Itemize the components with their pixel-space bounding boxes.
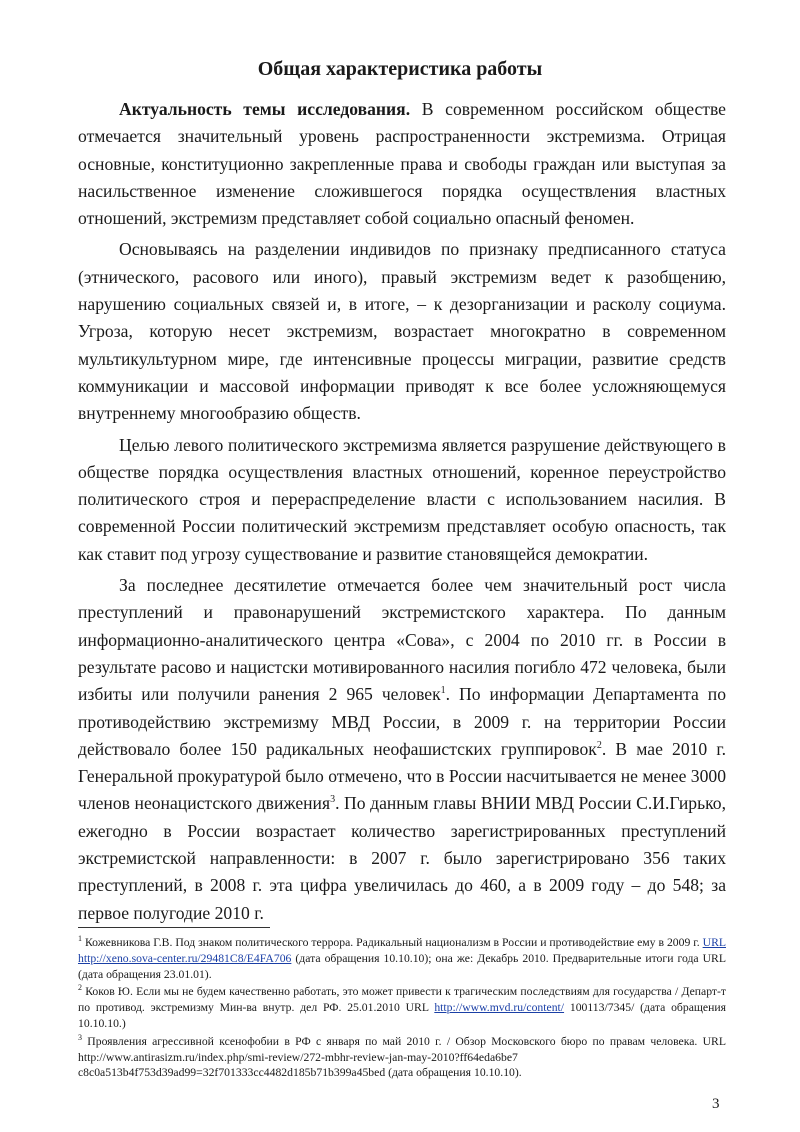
footnote-mark-1: 1 [78, 934, 82, 944]
footnote-2-link[interactable]: http://www.mvd.ru/content/ [434, 1001, 565, 1015]
page-title: Общая характеристика работы [257, 58, 543, 80]
footnote-ref-3[interactable]: 3 [330, 794, 336, 806]
footnote-mark-3: 3 [78, 1032, 82, 1042]
footnote-3 [78, 1034, 726, 1081]
footnote-1 [78, 935, 726, 982]
page-number: 3 [712, 1096, 720, 1112]
footnote-3-text: Проявления агрессивной ксенофобии в РФ с января по май 2010 г. / Обзор Московского бюро по правам человека. URL http://www.antirasizm.ru/index.php/smi-review/272-mbhr-review-jan-may-2010?ff64eda6be7 c8c0a513b4f753d39ad99=32f701333cc4482d185b71b399a45bed (дата обращения 10.10.10). [78, 1034, 726, 1080]
statistics-text-b: . По информации Департамента по противодействию экстремизму МВД России, в 2009 г. на территории России действовало более 150 радикальных неофашистских группировок [78, 684, 726, 759]
statistics-text-d: . По данным главы ВНИИ МВД России С.И.Гирько, ежегодно в России возрастает количество зарегистрированных преступлений экстремистской направленности: в 2007 г. было зарегистрировано 356 таких преступлений, в 2008 г. эта цифра увеличилась до 460, а в 2009 году – до 548; за первое полугодие 2010 г. [78, 793, 726, 923]
footnote-mark-2: 2 [78, 983, 82, 993]
footnote-ref-2[interactable]: 2 [596, 739, 602, 751]
footnote-1-text-b: (дата обращения 10.10.10); она же: Декабрь 2010. Предварительные итоги года URL (дата обращения 23.01.01). [78, 951, 726, 981]
paragraph-relevance [78, 96, 726, 232]
main-text [78, 96, 726, 927]
relevance-heading: Актуальность темы исследования. [119, 99, 411, 119]
statistics-text-c: . В мае 2010 г. Генеральной прокуратурой было отмечено, что в России насчитывается не менее 3000 членов неонацистского движения [78, 738, 726, 814]
footnote-2-text-a: Коков Ю. Если мы не будем качественно работать, это может привести к трагическим последствиям для государства / Департ-т по противод. экстремизму Мин-ва внутр. дел РФ. 25.01.2010 URL [78, 985, 726, 1015]
footnote-2-text-b: 100113/7345/ (дата обращения 10.10.10.) [78, 1001, 726, 1030]
footnote-ref-1[interactable]: 1 [440, 685, 446, 697]
paragraph-statistics [78, 572, 726, 927]
footnote-2 [78, 984, 726, 1031]
paragraph-right-extremism: Основываясь на разделении индивидов по признаку предписанного статуса (этнического, расового или иного), правый экстремизм ведет к разобщению, нарушению социальных связей и, в итоге, – к дезорганизации и расколу социума. Угроза, которую несет экстремизм, возрастает многократно в современном мультикультурном мире, где интенсивные процессы миграции, развитие средств коммуникации и массовой информации приводят к все более усложняющемуся внутреннему многообразию обществ. [78, 239, 726, 424]
footnote-1-text-a: Кожевникова Г.В. Под знаком политического террора. Радикальный национализм в России и противодействие ему в 2009 г. [82, 936, 703, 949]
statistics-text-a: За последнее десятилетие отмечается более чем значительный рост числа преступлений и правонарушений экстремистского характера. По данным информационно-аналитического центра «Сова», с 2004 по 2010 гг. в России в результате расово и нацистски мотивированного насилия погибло 472 человека, были избиты или получили ранения 2 965 человек [78, 575, 726, 705]
relevance-text: В современном российском обществе отмечается значительный уровень распространенности экстремизма. Отрицая основные, конституционно закрепленные права и свободы граждан или выступая за насильственное изменение сложившегося порядка осуществления властных отношений, экстремизм представляет собой социально опасный феномен. [78, 99, 726, 229]
footnote-divider [78, 927, 270, 928]
footnotes [78, 935, 726, 1083]
footnote-1-link[interactable]: URL http://xeno.sova-center.ru/29481C8/E4FA706 [78, 936, 726, 965]
paragraph-left-extremism: Целью левого политического экстремизма является разрушение действующего в обществе порядка осуществления властных отношений, коренное переустройство политического строя и перераспределение власти с использованием насилия. В современной России политический экстремизм представляет особую опасность, так как ставит под угрозу существование и развитие становящейся демократии. [78, 434, 726, 564]
